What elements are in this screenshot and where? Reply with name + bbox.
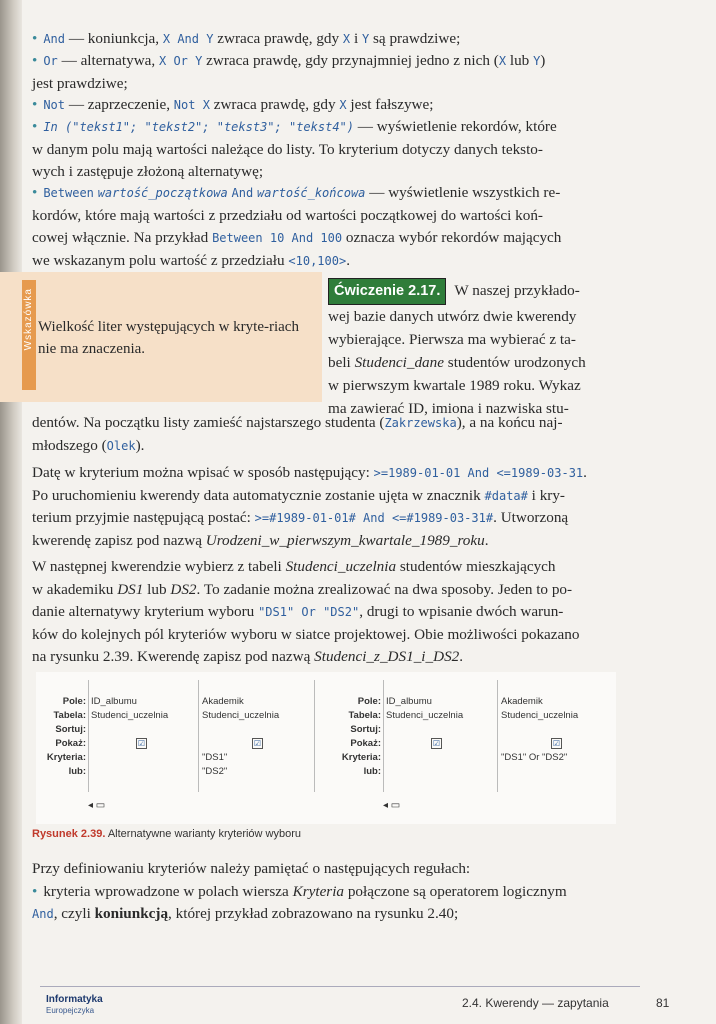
tip-text: Wielkość liter występujących w kryte-riach nie ma znaczenia. [38,319,299,357]
checkbox-icon: ☑ [137,739,146,748]
checkbox-icon: ☑ [432,739,441,748]
page-number: 81 [656,996,670,1010]
scroll-left-icon: ◂ ▭ [383,800,401,811]
bullet-not: • Not — zaprzeczenie, Not X zwraca prawdę, gdy X jest fałszywe; [32,96,434,113]
bullet-between: • Between wartość_początkowa And wartość_końcowa — wyświetlenie wszystkich re- kordów, które mają wartości z przedziału od wartości początkowej do wartości koń- cowej włącznie. Na przykład Between 10 And 100 oznacza wybór rekordów mających we wskazanym polu wartość z przedziału <10,100>. [32,184,562,269]
paragraph-date: Datę w kryterium można wpisać w sposób następujący: >=1989-01-01 And <=1989-03-31. Po uruchomieniu kwerendy data automatycznie zostanie ujęta w znacznik #data# i kry- terium przyjmie następującą postać: >=#1989-01-01# And <=#1989-03-31#. Utworzoną kwerendę zapisz pod nazwą Urodzeni_w_pierwszym_kwartale_1989_roku. [32,464,587,549]
checkbox-icon: ☑ [253,739,262,748]
checkbox-icon: ☑ [552,739,561,748]
paragraph-ds: W następnej kwerendzie wybierz z tabeli Studenci_uczelnia studentów mieszkających w akademiku DS1 lub DS2. To zadanie można zrealizować na dwa sposoby. Jeden to po- danie alternatywy kryterium wyboru "DS1" Or "DS2", drugi to wpisanie dwóch warun- ków do kolejnych pól kryteriów wyboru w siatce projektowej. Obie możliwości pokazano na rysunku 2.39. Kwerendę zapisz pod nazwą Studenci_z_DS1_i_DS2. [32,558,580,665]
figure-caption: Rysunek 2.39. Alternatywne warianty kryteriów wyboru [32,828,302,840]
query-grid-right: Pole: Tabela: Sortuj: Pokaż: Kryteria: lub: ID_albumu Studenci_uczelnia ☑ Akademik Studenci_uczelnia ☑ "DS1" Or "DS2" ◂ ▭ [331,680,616,820]
paragraph-rules: Przy definiowaniu kryteriów należy pamiętać o następujących regułach: • kryteria wprowadzone w polach wiersza Kryteria połączone są operatorem logicznym And, czyli koniunkcją, której przykład zobrazowano na rysunku 2.40; [32,860,567,922]
exercise-block: Ćwiczenie 2.17. W naszej przykłado- wej bazie danych utwórz dwie kwerendy wybierające. Pierwsza ma wybierać z ta- beli Studenci_dane studentów urodzonych w pierwszym kwartale 1989 roku. Wykaz ma zawierać ID, imiona i nazwiska stu- [328,278,618,420]
bullet-or: • Or — alternatywa, X Or Y zwraca prawdę, gdy przynajmniej jedno z nich (X lub Y) jest prawdziwe; [32,52,546,92]
tip-tab: Wskazówka [22,280,36,390]
footer-rule [40,986,640,987]
bullet-in: • In ("tekst1"; "tekst2"; "tekst3"; "tekst4") — wyświetlenie rekordów, które w danym polu mają wartości należące do listy. To kryterium dotyczy danych teksto- wych i zastępuje złożoną alternatywę; [32,118,557,180]
footer-logo: Informatyka Europejczyka [46,994,103,1015]
query-grid-left: Pole: Tabela: Sortuj: Pokaż: Kryteria: lub: ID_albumu Studenci_uczelnia ☑ Akademik Studenci_uczelnia ☑ "DS1" "DS2" ◂ ▭ [36,680,322,820]
page-gutter [0,0,22,1024]
scroll-left-icon: ◂ ▭ [88,800,106,811]
footer-section: 2.4. Kwerendy — zapytania [462,996,609,1010]
bullet-and: • And — koniunkcja, X And Y zwraca prawdę, gdy X i Y są prawdziwe; [32,30,461,47]
exercise-label: Ćwiczenie 2.17. [328,278,446,305]
figure-query-grids [36,672,616,824]
exercise-continued: dentów. Na początku listy zamieść najstarszego studenta (Zakrzewska), a na końcu naj- młodszego (Olek). [32,414,563,454]
